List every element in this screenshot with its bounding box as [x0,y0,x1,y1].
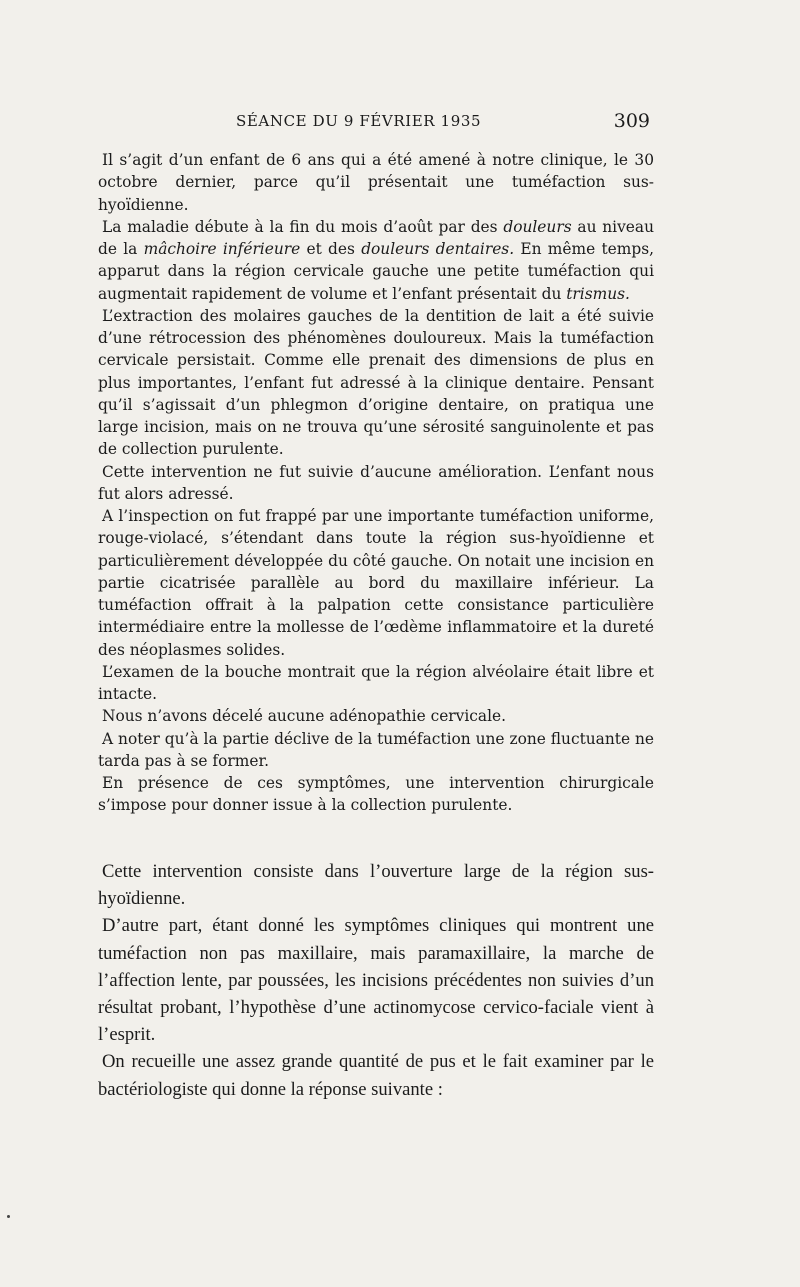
text-run: Il s’agit d’un enfant de 6 ans qui a été amené à notre clinique, le 30 octobre dernier, parce qu’il présentait une tuméfaction sus-hyoïdienne. [98,151,654,214]
text-run: La maladie débute à la fin du mois d’août par des [102,217,504,236]
italic-term: trismus. [566,284,630,303]
page-number: 309 [613,110,650,132]
paragraph-case-intro [98,149,654,216]
italic-term: mâchoire inférieure [143,240,301,258]
running-head: SÉANCE DU 9 FÉVRIER 1935 [236,112,482,130]
text-run: Nous n’avons décelé aucune adénopathie cervicale. [102,707,507,726]
paragraph-hypothesis: D’autre part, étant donné les symptômes cliniques qui montrent une tuméfaction non pas maxillaire, mais paramaxillaire, la marche de l’affection lente, par poussées, les incisions précédentes non suivies d’un résultat probant, l’hypothèse d’une actinomycose cervico-faciale vient à l’esprit. [98,915,654,1046]
page-header [98,112,650,136]
text-run: L’examen de la bouche montrait que la région alvéolaire était libre et intacte. [98,662,654,703]
paragraph-onset [98,216,654,305]
paragraph-adenopathy [98,705,654,727]
procedure-text [98,858,654,1103]
italic-term: douleurs [503,217,572,236]
paragraph-bacteriology: On recueille une assez grande quantité de pus et le fait examiner par le bactériologiste qui donne la réponse suivante : [98,1051,654,1100]
italic-term: douleurs dentaires. [361,240,515,258]
text-run: En même temps, apparut dans la région cervicale gauche une petite tuméfaction qui augmentait rapidement de volume et l’enfant présentait du [98,240,654,303]
text-run: En présence de ces symptômes, une intervention chirurgicale s’impose pour donner issue à la collection purulente. [98,774,654,815]
paragraph-extraction [98,305,654,461]
text-run: A l’inspection on fut frappé par une importante tuméfaction uniforme, rouge-violacé, s’étendant dans toute la région sus-hyoïdienne et particulièrement développée du côté gauche. On notait une incision en partie cicatrisée parallèle au bord du maxillaire inférieur. La tuméfaction offrait à la palpation cette consistance particulière intermédiaire entre la mollesse de l’œdème inflammatoire et la dureté des néoplasmes solides. [98,507,654,659]
paragraph-fluctuation [98,728,654,773]
paragraph-procedure: Cette intervention consiste dans l’ouverture large de la région sus-hyoïdienne. [98,861,654,910]
text-run: L’extraction des molaires gauches de la dentition de lait a été suivie d’une rétrocession des phénomènes douloureux. Mais la tuméfaction cervicale persistait. Comme elle prenait des dimensions de plus en plus importantes, l’enfant fut adressé à la clinique dentaire. Pensant qu’il s’agissait d’un phlegmon d’origine dentaire, on pratiqua une large incision, mais on ne trouva qu’une sérosité sanguinolente et pas de collection purulente. [98,306,654,459]
text-run: Cette intervention ne fut suivie d’aucune amélioration. L’enfant nous fut alors adressé. [98,462,654,503]
paragraph-surgery [98,772,654,817]
text-run: au niveau de la [98,217,654,258]
scan-speck [7,1215,10,1218]
paragraph-mouth-exam [98,661,654,706]
text-run: et des [300,240,362,258]
text-run: A noter qu’à la partie déclive de la tuméfaction une zone fluctuante ne tarda pas à se former. [98,729,654,770]
paragraph-inspection [98,505,654,661]
case-report-text [98,149,654,817]
paragraph-no-improvement [98,461,654,506]
